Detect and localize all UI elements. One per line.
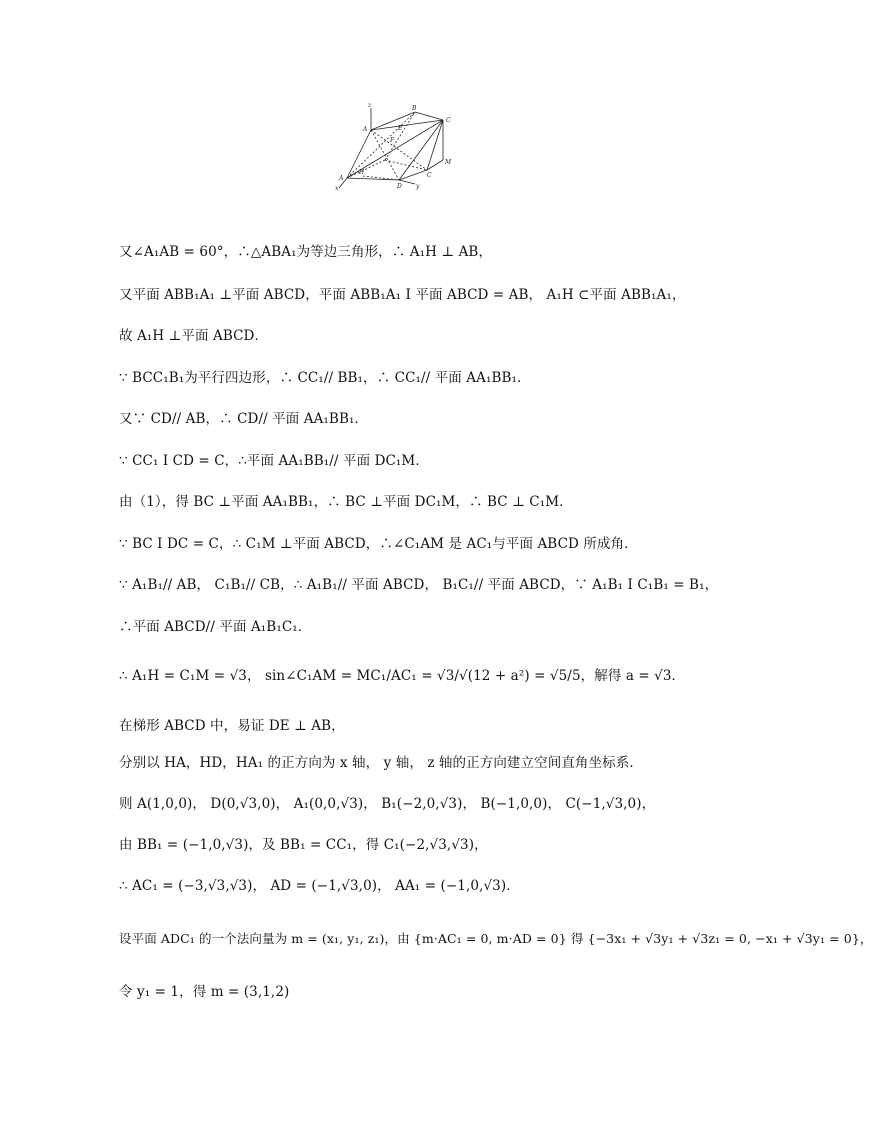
svg-text:D: D [397, 183, 402, 190]
line-15: 由 BB₁ = (−1,0,√3)，及 BB₁ = CC₁，得 C₁(−2,√3,√3)， [119, 837, 488, 853]
line-4: ∵ BCC₁B₁为平行四边形，∴ CC₁// BB₁，∴ CC₁// 平面 AA₁BB₁． [119, 370, 531, 386]
edge-BB1 [385, 112, 415, 160]
diag-A1D [371, 130, 399, 180]
svg-text:B: B [412, 105, 417, 112]
line-5: 又∵ CD// AB，∴ CD// 平面 AA₁BB₁． [119, 411, 369, 427]
svg-text:z: z [368, 102, 372, 109]
edge-CC1 [427, 120, 443, 170]
edge-AB [347, 160, 385, 178]
line-16: ∴ AC₁ = (−3,√3,√3)， AD = (−1,√3,0)， AA₁ = (−1,0,√3)． [119, 878, 520, 894]
svg-text:A: A [339, 175, 344, 182]
edge-DC [399, 170, 427, 180]
diag-AB1 [347, 112, 415, 178]
line-1: 又∠A₁AB = 60°，∴△ABA₁为等边三角形，∴ A₁H ⊥ AB， [119, 244, 493, 260]
line-3: 故 A₁H ⊥平面 ABCD． [119, 328, 269, 344]
line-11: ∴ A₁H = C₁M = √3， sin∠C₁AM = MC₁/AC₁ = √3/√(12 + a²) = √5/5，解得 a = √3． [119, 668, 686, 684]
diag-A1C [371, 130, 427, 170]
svg-text:H: H [359, 169, 365, 176]
edge-DC1 [399, 120, 443, 180]
svg-text:F: F [390, 137, 395, 144]
edge-BC [385, 160, 427, 170]
line-8: ∵ BC I DC = C，∴ C₁M ⊥平面 ABCD，∴∠C₁AM 是 AC₁与平面 ABCD 所成角． [119, 536, 638, 552]
line-6: ∵ CC₁ I CD = C，∴平面 AA₁BB₁// 平面 DC₁M． [119, 453, 429, 469]
svg-text:C: C [427, 172, 432, 179]
svg-text:x: x [335, 185, 339, 192]
svg-text:C: C [446, 117, 451, 124]
svg-text:y: y [416, 183, 420, 190]
line-14: 则 A(1,0,0)， D(0,√3,0)， A₁(0,0,√3)， B₁(−2,0,√3)， B(−1,0,0)， C(−1,√3,0)， [119, 796, 656, 812]
line-9: ∵ A₁B₁// AB， C₁B₁// CB，∴ A₁B₁// 平面 ABCD， B₁C₁// 平面 ABCD，∵ A₁B₁ I C₁B₁ = B₁， [119, 577, 719, 593]
svg-text:M: M [445, 159, 452, 166]
line-7: 由（1），得 BC ⊥平面 AA₁BB₁，∴ BC ⊥平面 DC₁M，∴ BC ⊥ C₁M． [119, 494, 573, 510]
svg-text:E: E [398, 125, 403, 132]
line-13: 分别以 HA，HD，HA₁ 的正方向为 x 轴， y 轴， z 轴的正方向建立空间直角坐标系． [119, 755, 643, 771]
line-10: ∴平面 ABCD// 平面 A₁B₁C₁． [119, 619, 312, 635]
prism-figure [335, 100, 465, 192]
line-17: 设平面 ADC₁ 的一个法向量为 m = (x₁, y₁, z₁)，由 {m·AC₁ = 0, m·AD = 0} 得 {−3x₁ + √3y₁ + √3z₁ = 0, −x₁ + √3y₁ = 0}， [119, 931, 873, 946]
svg-text:A: A [363, 126, 368, 133]
line-18: 令 y₁ = 1，得 m = (3,1,2) [119, 984, 290, 1000]
edge-B1C1 [415, 112, 443, 120]
line-2: 又平面 ABB₁A₁ ⊥平面 ABCD，平面 ABB₁A₁ I 平面 ABCD = AB， A₁H ⊂平面 ABB₁A₁， [119, 287, 686, 303]
line-12: 在梯形 ABCD 中，易证 DE ⊥ AB， [119, 718, 345, 734]
